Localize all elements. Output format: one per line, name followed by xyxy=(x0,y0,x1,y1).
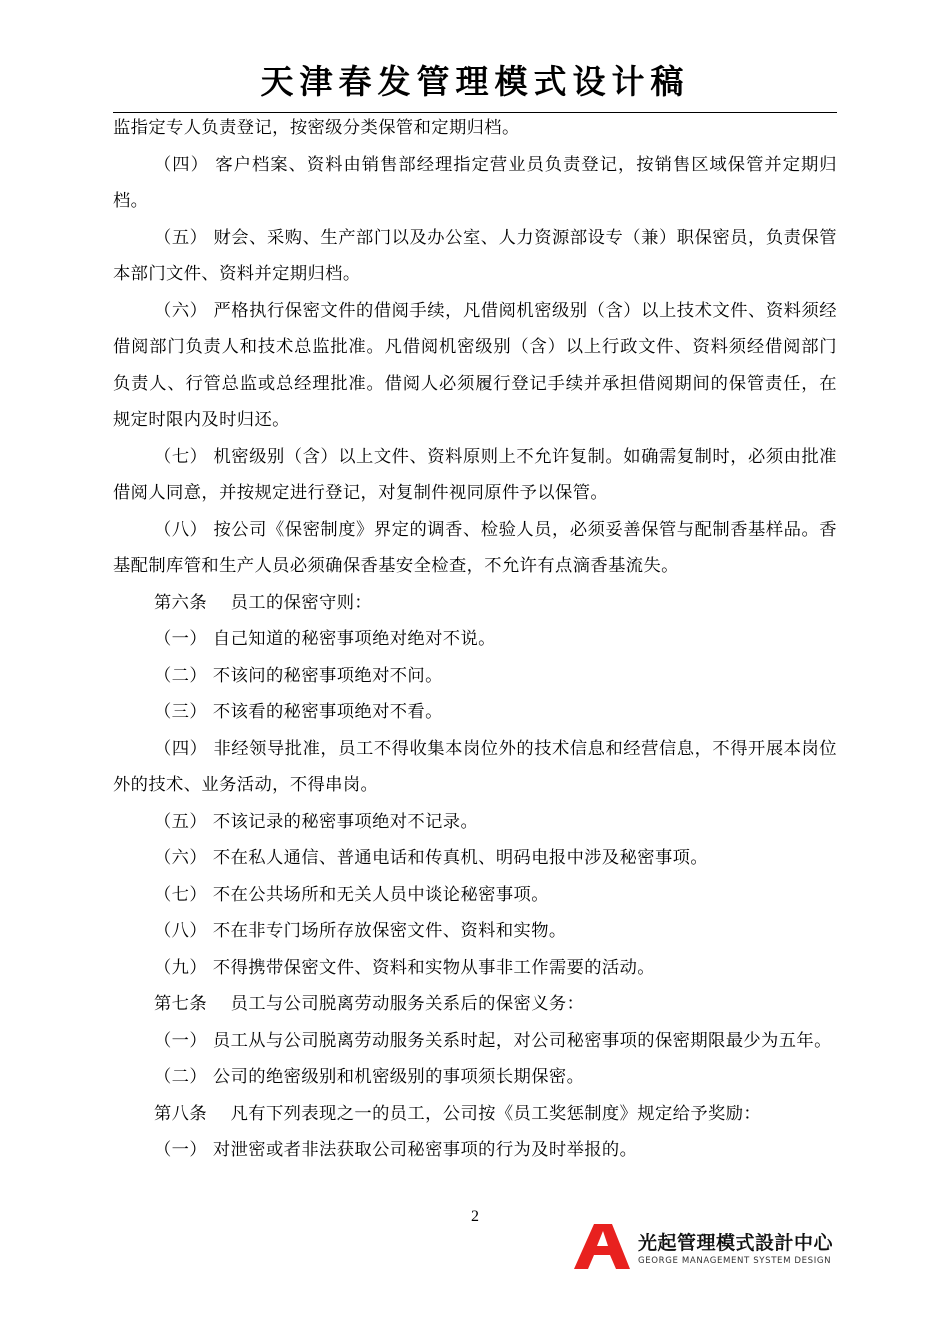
body-paragraph: （六） 严格执行保密文件的借阅手续，凡借阅机密级别（含）以上技术文件、资料须经借阅部门负责人和技术总监批准。凡借阅机密级别（含）以上行政文件、资料须经借阅部门负责人、行管总监或总经理批准。借阅人必须履行登记手续并承担借阅期间的保管责任，在规定时限内及时归还。 xyxy=(113,300,837,430)
body-paragraph: （二） 不该问的秘密事项绝对不问。 xyxy=(154,665,443,686)
body-paragraph: （四） 非经领导批准，员工不得收集本岗位外的技术信息和经营信息，不得开展本岗位外的技术、业务活动，不得串岗。 xyxy=(113,738,837,795)
company-logo xyxy=(572,1222,842,1274)
body-paragraph: （八） 按公司《保密制度》界定的调香、检验人员，必须妥善保管与配制香基样品。香基配制库管和生产人员必须确保香基安全检查，不允许有点滴香基流失。 xyxy=(113,519,837,576)
body-paragraph: 监指定专人负责登记，按密级分类保管和定期归档。 xyxy=(113,118,520,138)
body-paragraph: （一） 对泄密或者非法获取公司秘密事项的行为及时举报的。 xyxy=(154,1140,638,1160)
body-paragraph: 第七条 员工与公司脱离劳动服务关系后的保密义务： xyxy=(154,994,585,1014)
body-paragraph: 第六条 员工的保密守则： xyxy=(154,592,373,613)
body-paragraph: （七） 不在公共场所和无关人员中谈论秘密事项。 xyxy=(154,884,549,905)
body-paragraph: （九） 不得携带保密文件、资料和实物从事非工作需要的活动。 xyxy=(154,957,655,978)
document-header-title: 天津春发管理模式设计稿 xyxy=(260,62,690,101)
body-paragraph: （一） 自己知道的秘密事项绝对绝对不说。 xyxy=(154,629,496,649)
body-paragraph: （五） 财会、采购、生产部门以及办公室、人力资源部设专（兼）职保密员，负责保管本部门文件、资料并定期归档。 xyxy=(113,227,837,284)
logo-subtitle: GEORGE MANAGEMENT SYSTEM DESIGN xyxy=(638,1256,832,1266)
body-paragraph: （五） 不该记录的秘密事项绝对不记录。 xyxy=(154,811,479,832)
page-number: 2 xyxy=(471,1208,479,1225)
body-paragraph: （七） 机密级别（含）以上文件、资料原则上不允许复制。如确需复制时，必须由批准借阅人同意，并按规定进行登记，对复制件视同原件予以保管。 xyxy=(113,446,837,503)
body-paragraph: （二） 公司的绝密级别和机密级别的事项须长期保密。 xyxy=(154,1067,585,1087)
body-paragraph: （三） 不该看的秘密事项绝对不看。 xyxy=(154,702,443,722)
body-paragraph: （八） 不在非专门场所存放保密文件、资料和实物。 xyxy=(154,921,567,941)
logo-name: 光起管理模式設計中心 xyxy=(638,1232,834,1254)
body-paragraph: （四） 客户档案、资料由销售部经理指定营业员负责登记，按销售区域保管并定期归档。 xyxy=(113,154,837,211)
body-paragraph: 第八条 凡有下列表现之一的员工，公司按《员工奖惩制度》规定给予奖励： xyxy=(154,1103,762,1124)
body-paragraph: （六） 不在私人通信、普通电话和传真机、明码电报中涉及秘密事项。 xyxy=(154,848,709,868)
logo-a-icon xyxy=(572,1222,632,1272)
document-body xyxy=(113,110,837,1169)
body-paragraph: （一） 员工从与公司脱离劳动服务关系时起，对公司秘密事项的保密期限最少为五年。 xyxy=(154,1030,832,1051)
